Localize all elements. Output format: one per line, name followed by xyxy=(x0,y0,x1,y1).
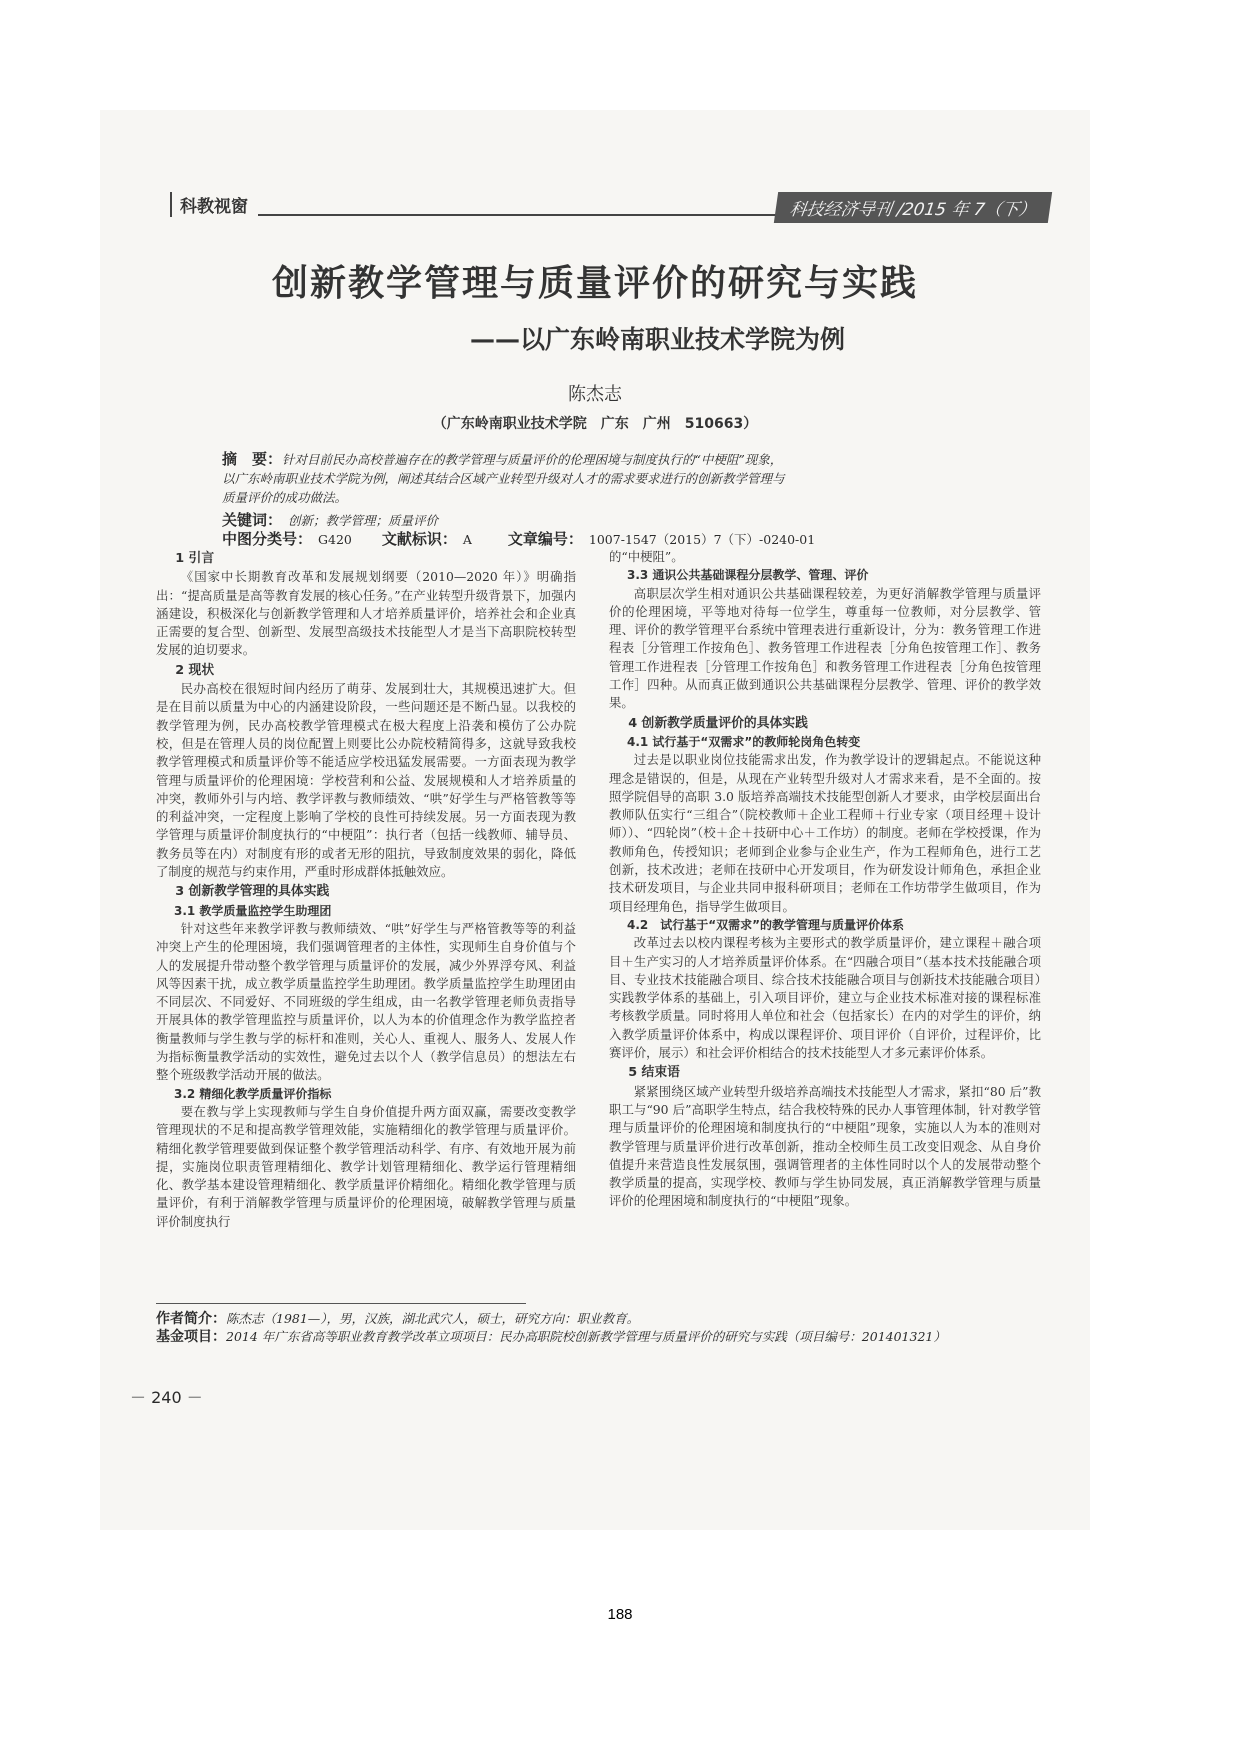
article-subtitle: ——以广东岭南职业技术学院为例 xyxy=(470,325,846,354)
section-heading: 1 引言 xyxy=(175,551,215,566)
fund-label: 基金项目： xyxy=(156,1329,226,1345)
journal-header xyxy=(170,192,1050,222)
header-rule xyxy=(250,214,830,216)
keywords-label: 关键词： xyxy=(222,511,283,529)
journal-page-number: － 240 － xyxy=(130,1388,203,1407)
section-heading: 3 创新教学管理的具体实践 xyxy=(175,884,330,900)
left-column xyxy=(156,548,576,1231)
footnote-rule xyxy=(156,1303,526,1304)
section-heading: 4 创新教学质量评价的具体实践 xyxy=(628,715,808,731)
right-column xyxy=(609,548,1041,1211)
section-heading: 4.1 试行基于“双需求”的教师轮岗角色转变 xyxy=(627,734,861,749)
paragraph: 紧紧围绕区域产业转型升级培养高端技术技能型人才需求，紧扣“80 后”教职工与“90 后”高职学生特点，结合我校特殊的民办人事管理体制，针对教学管理与质量评价的伦理困境和制度执行的“中梗阻”现象，实施以人为本的准则对教学管理与质量评价进行改革创新，推动全校师生员工改变旧观念、从自身价值提升来营造良性发展氛围，强调管理者的主体性同时以个人的发展带动整个教学质量的提高，实现学校、教师与学生协同发展，真正消解教学管理与质量评价的伦理困境和制度执行的“中梗阻”现象。 xyxy=(609,1083,1041,1209)
author-affiliation: （广东岭南职业技术学院 广东 广州 510663） xyxy=(432,416,758,432)
abstract-line: 质量评价的成功做法。 xyxy=(222,490,348,505)
abstract-label: 摘 要： xyxy=(222,450,283,468)
scanned-page xyxy=(100,110,1090,1530)
section-heading: 4.2 试行基于“双需求”的教学管理与质量评价体系 xyxy=(627,917,905,932)
journal-name: 科技经济导刊 /2015 年 7（下） xyxy=(774,192,1052,223)
section-heading: 3.3 通识公共基础课程分层教学、管理、评价 xyxy=(627,568,869,583)
paragraph: 高职层次学生相对通识公共基础课程较差，为更好消解教学管理与质量评价的伦理困境，平等地对待每一位学生，尊重每一位教师，对分层教学、管理、评价的教学管理平台系统中管理表进行重新设计，分为：教务管理工作进程表［分管理工作按角色］、教务管理工作进程表［分角色按管理工作］、教务管理工作进程表［分管理工作按角色］和教务管理工作进程表［分角色按管理工作］四种。从而真正做到通识公共基础课程分层教学、管理、评价的教学效果。 xyxy=(609,585,1041,711)
section-heading: 3.1 教学质量监控学生助理团 xyxy=(174,903,332,918)
doc-label: 文献标识： xyxy=(381,530,457,548)
paragraph: 改革过去以校内课程考核为主要形式的教学质量评价，建立课程＋融合项目＋生产实习的人才培养质量评价体系。在“四融合项目”（基本技术技能融合项目、专业技术技能融合项目、综合技术技能融合项目与创新技术技能融合项目）实践教学体系的基础上，引入项目评价，建立与企业技术标准对接的课程标准考核教学质量。同时将用人单位和社会（包括家长）在内的对学生的评价，纳入教学质量评价体系中，构成以课程评价、项目评价（自评价，过程评价，比赛评价，展示）和社会评价相结合的技术技能型人才多元素评价体系。 xyxy=(609,935,1041,1061)
paragraph: 的“中梗阻”。 xyxy=(609,549,684,564)
fund-text: 2014 年广东省高等职业教育教学改革立项项目：民办高职院校创新教学管理与质量评价的研究与实践（项目编号：201401321） xyxy=(226,1329,946,1344)
author-name: 陈杰志 xyxy=(568,384,622,405)
article-no-label: 文章编号： xyxy=(507,530,583,548)
paragraph: 民办高校在很短时间内经历了萌芽、发展到壮大，其规模迅速扩大。但是在目前以质量为中心的内涵建设阶段，一些问题还是不断凸显。以我校的教学管理为例，民办高校教学管理模式在极大程度上沿袭和模仿了公办院校，但是在管理人员的岗位配置上则要比公办院校精简得多，这就导致我校教学管理模式和质量评价等不能适应学校迅猛发展需要。一方面表现为教学管理与质量评价的伦理困境：学校营利和公益、发展规模和人才培养质量的冲突，教师外引与内培、教学评教与教师绩效、“哄”好学生与严格管教等等的利益冲突，一定程度上影响了学校的良性可持续发展。另一方面表现为教学管理与质量评价制度执行的“中梗阻”：执行者（包括一线教师、辅导员、教务员等在内）对制度有形的或者无形的阻抗，导致制度效果的弱化，降低了制度的规范与约束作用，严重时形成群体抵触效应。 xyxy=(156,681,576,880)
author-bio-label: 作者简介： xyxy=(156,1311,226,1327)
section-heading: 2 现状 xyxy=(175,662,215,678)
doc-code: A xyxy=(462,532,472,547)
paragraph: 要在教与学上实现教师与学生自身价值提升两方面双赢，需要改变教学管理现状的不足和提高教学管理效能，实施精细化的教学管理与质量评价。精细化教学管理要做到保证整个教学管理活动科学、有序、有效地开展为前提，实施岗位职责管理精细化、教学计划管理精细化、教学运行管理精细化、教学基本建设管理精细化、教学质量评价精细化。精细化教学管理与质量评价，有利于消解教学管理与质量评价的伦理困境，破解教学管理与质量评价制度执行 xyxy=(156,1103,576,1229)
keywords: 创新；教学管理；质量评价 xyxy=(288,513,439,528)
abstract xyxy=(222,450,942,507)
article-no: 1007-1547（2015）7（下）-0240-01 xyxy=(588,532,816,547)
article-title: 创新教学管理与质量评价的研究与实践 xyxy=(271,263,918,304)
abstract-line: 以广东岭南职业技术学院为例，阐述其结合区域产业转型升级对人才的需求要求进行的创新教学管理与 xyxy=(222,471,785,486)
abstract-line: 针对目前民办高校普遍存在的教学管理与质量评价的伦理困境与制度执行的“中梗阻”现象， xyxy=(282,452,783,467)
pdf-page-number: 188 xyxy=(607,1606,633,1623)
paragraph: 针对这些年来教学评教与教师绩效、“哄”好学生与严格管教等等的利益冲突上产生的伦理困境，我们强调管理者的主体性，实现师生自身价值与个人的发展提升带动整个教学管理与质量评价的发展，减少外界浮夸风、利益风等因素干扰，成立教学质量监控学生助理团。教学质量监控学生助理团由不同层次、不同爱好、不同班级的学生组成，由一名教学管理老师负责指导开展具体的教学管理监控与质量评价，以人为本的价值理念作为教学监控者衡量教师与学生教与学的标杆和准则，关心人、重视人、服务人、发展人作为指标衡量教学活动的实效性，避免过去以个人（教学信息员）的想法左右整个班级教学活动开展的做法。 xyxy=(156,920,576,1083)
clc-code: G420 xyxy=(318,532,352,547)
section-heading: 3.2 精细化教学质量评价指标 xyxy=(174,1086,332,1101)
paragraph: 《国家中长期教育改革和发展规划纲要（2010—2020 年）》明确指出：“提高质量是高等教育发展的核心任务。”在产业转型升级背景下，加强内涵建设，积极深化与创新教学管理和人才培养质量评价，培养社会和企业真正需要的复合型、创新型、发展型高级技术技能型人才是当下高职院校转型发展的迫切要求。 xyxy=(156,569,576,658)
paragraph: 过去是以职业岗位技能需求出发，作为教学设计的逻辑起点。不能说这种理念是错误的，但是，从现在产业转型升级对人才需求来看，是不全面的。按照学院倡导的高职 3.0 版培养高端技术技能型创新人才要求，由学校层面出台教师队伍实行“三组合”（院校教师＋企业工程师＋行业专家（项目经理＋设计师））、“四轮岗”（校＋企＋技研中心＋工作坊）的制度。老师在学校授课，作为教师角色，传授知识；老师到企业参与企业生产，作为工程师角色，进行工艺创新，技术改进；老师在技研中心开发项目，作为研发设计师角色，承担企业技术研发项目，与企业共同申报科研项目；老师在工作坊带学生做项目，作为项目经理角色，指导学生做项目。 xyxy=(609,752,1041,914)
clc-label: 中图分类号： xyxy=(222,530,313,548)
article-meta xyxy=(222,511,922,549)
section-name: 科教视窗 xyxy=(170,192,258,217)
footnotes xyxy=(156,1310,1016,1346)
author-bio: 陈杰志（1981—），男，汉族，湖北武穴人，硕士，研究方向：职业教育。 xyxy=(226,1311,640,1326)
section-heading: 5 结束语 xyxy=(628,1065,680,1081)
